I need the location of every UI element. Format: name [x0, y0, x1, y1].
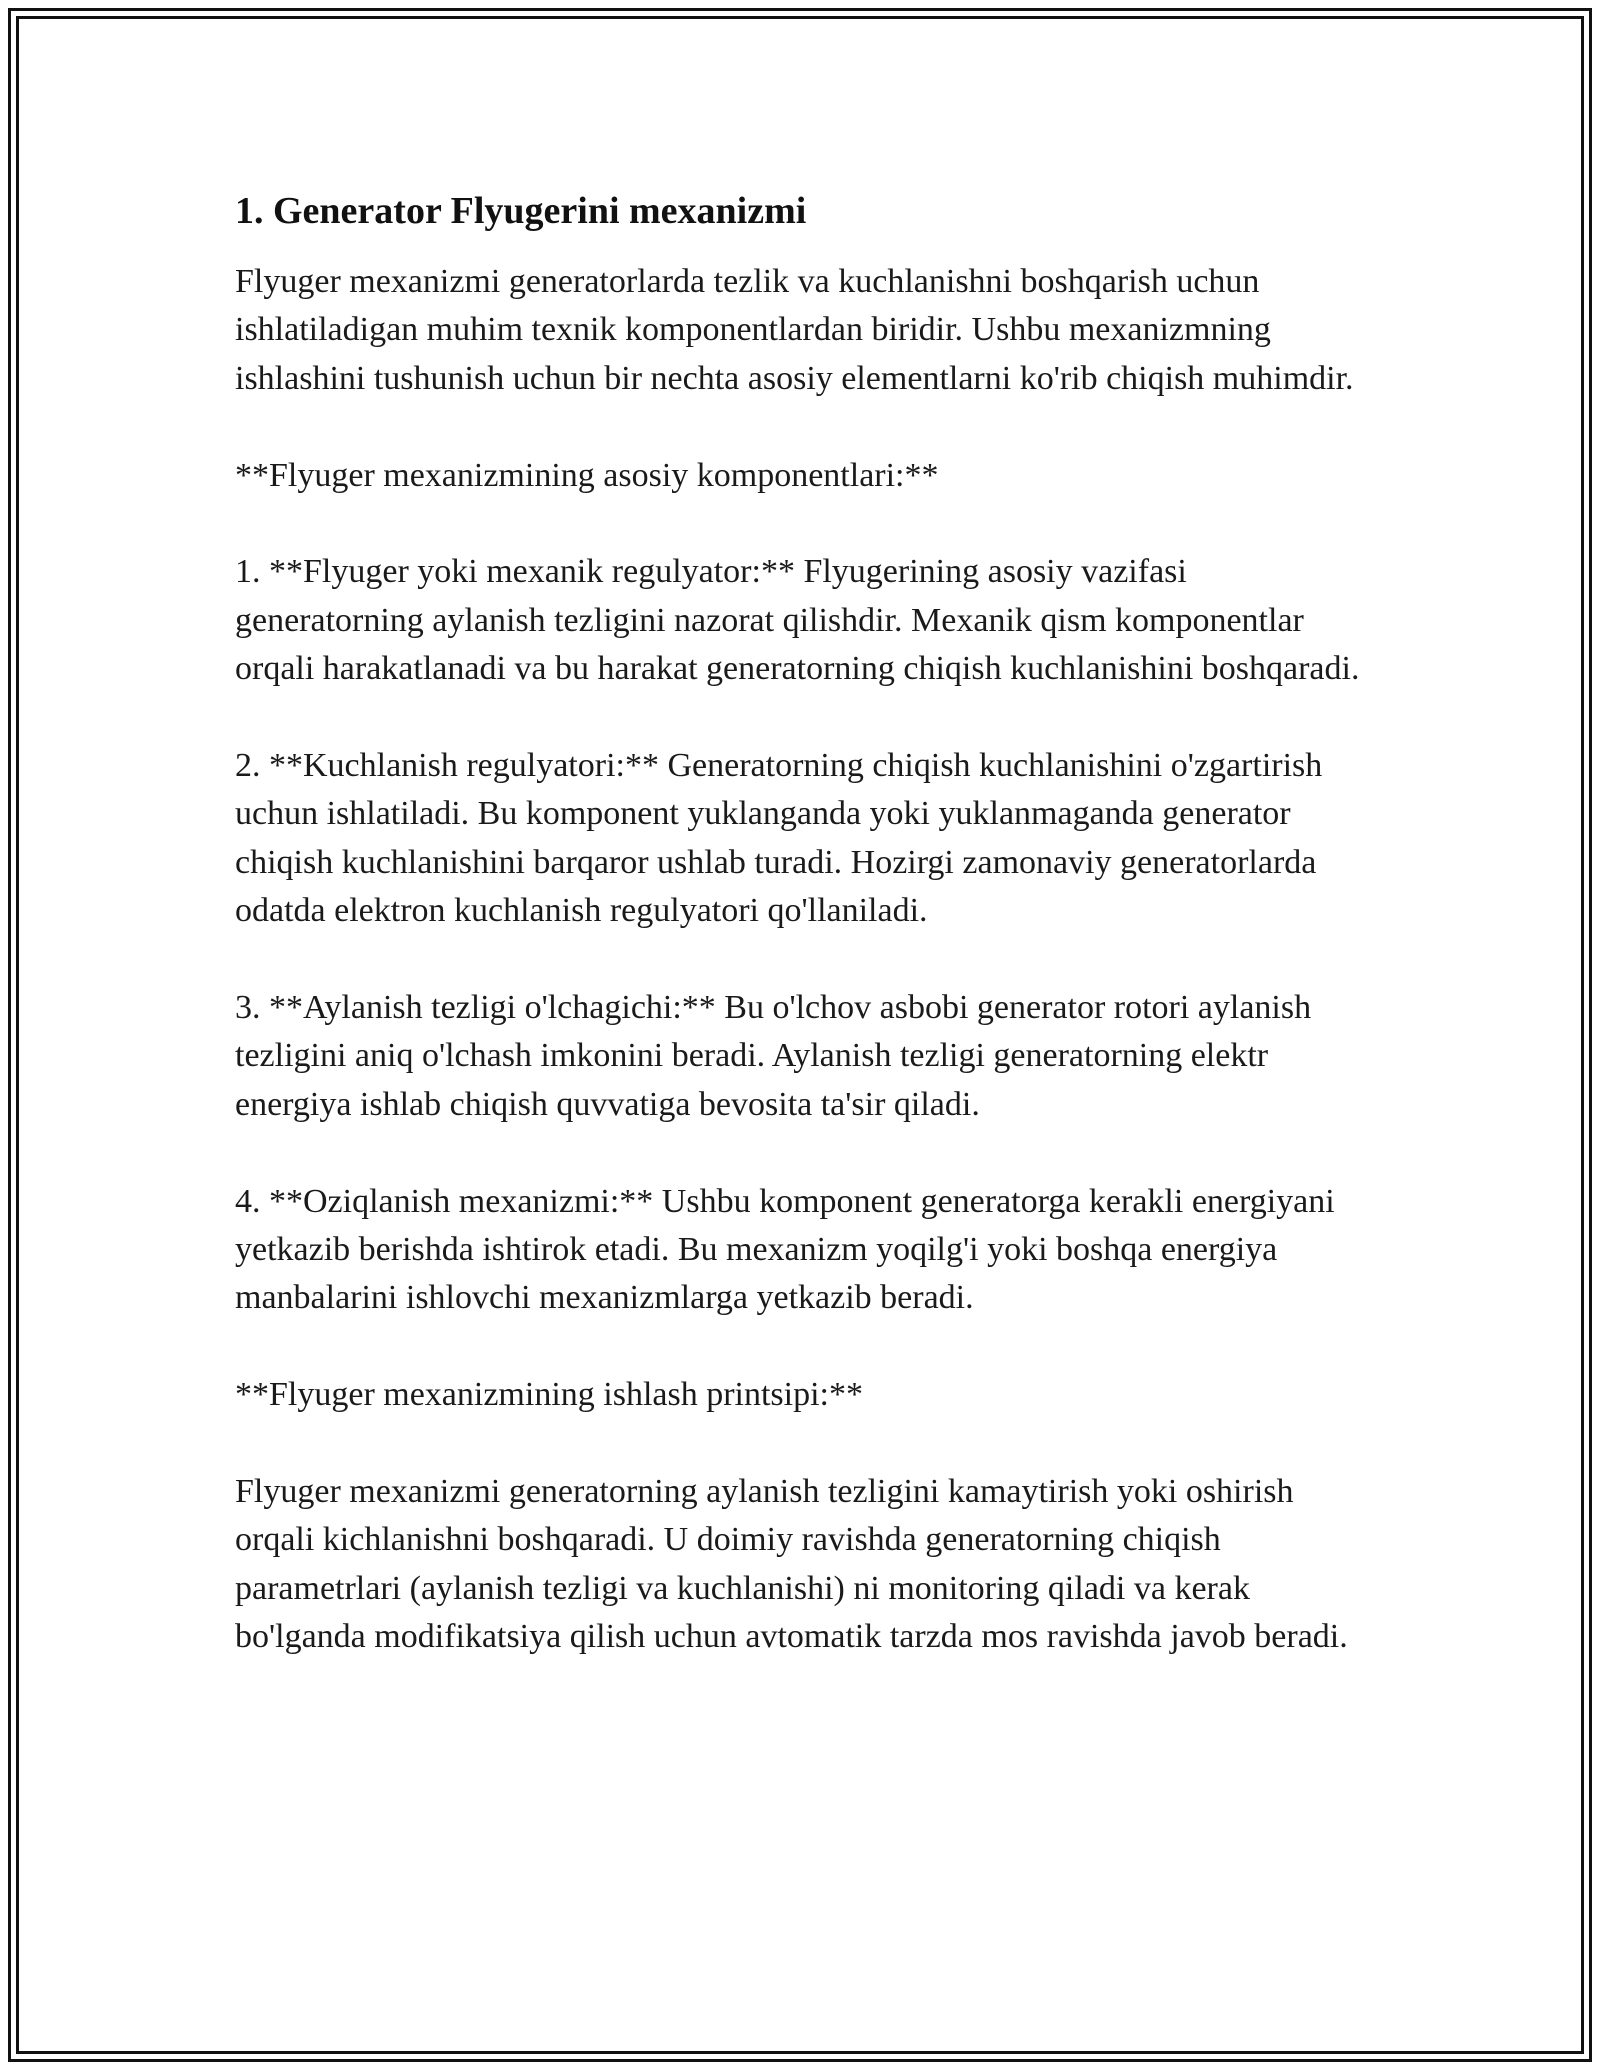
- list-item-flyuger: 1. **Flyuger yoki mexanik regulyator:** Flyugerining asosiy vazifasi generatorning aylanish tezligini nazorat qilishdir. Mexanik qism komponentlar orqali harakatlanadi va bu harakat generatorning chiqish kuchlanishini boshqaradi.: [235, 553, 1360, 688]
- components-heading: **Flyuger mexanizmining asosiy komponentlari:**: [235, 456, 939, 494]
- document-body: [235, 186, 1365, 1710]
- intro-paragraph: Flyuger mexanizmi generatorlarda tezlik va kuchlanishni boshqarish uchun ishlatiladigan muhim texnik komponentlardan biridir. Ushbu mexanizmning ishlashini tushunish uchun bir nechta asosiy elementlarni ko'rib chiqish muhimdir.: [235, 263, 1354, 397]
- principle-heading: **Flyuger mexanizmining ishlash printsipi:**: [235, 1376, 864, 1414]
- list-item-voltage-regulator: 2. **Kuchlanish regulyatori:** Generatorning chiqish kuchlanishini o'zgartirish uchun ishlatiladi. Bu komponent yuklanganda yoki yuklanmaganda generator chiqish kuchlanishini barqaror ushlab turadi. Hozirgi zamonaviy generatorlarda odatda elektron kuchlanish regulyatori qo'llaniladi.: [235, 747, 1323, 930]
- list-item-speed-meter: 3. **Aylanish tezligi o'lchagichi:** Bu o'lchov asbobi generator rotori aylanish tezligini aniq o'lchash imkonini beradi. Aylanish tezligi generatorning elektr energiya ishlab chiqish quvvatiga bevosita ta'sir qiladi.: [235, 989, 1312, 1123]
- document-title: 1. Generator Flyugerini mexanizmi: [235, 190, 807, 232]
- list-item-feed-mechanism: 4. **Oziqlanish mexanizmi:** Ushbu komponent generatorga kerakli energiyani yetkazib berishda ishtirok etadi. Bu mexanizm yoqilg'i yoki boshqa energiya manbalarini ishlovchi mexanizmlarga yetkazib beradi.: [235, 1182, 1335, 1317]
- principle-paragraph: Flyuger mexanizmi generatorning aylanish tezligini kamaytirish yoki oshirish orqali kichlanishni boshqaradi. U doimiy ravishda generatorning chiqish parametrlari (aylanish tezligi va kuchlanishi) ni monitoring qiladi va kerak bo'lganda modifikatsiya qilish uchun avtomatik tarzda mos ravishda javob beradi.: [235, 1473, 1348, 1656]
